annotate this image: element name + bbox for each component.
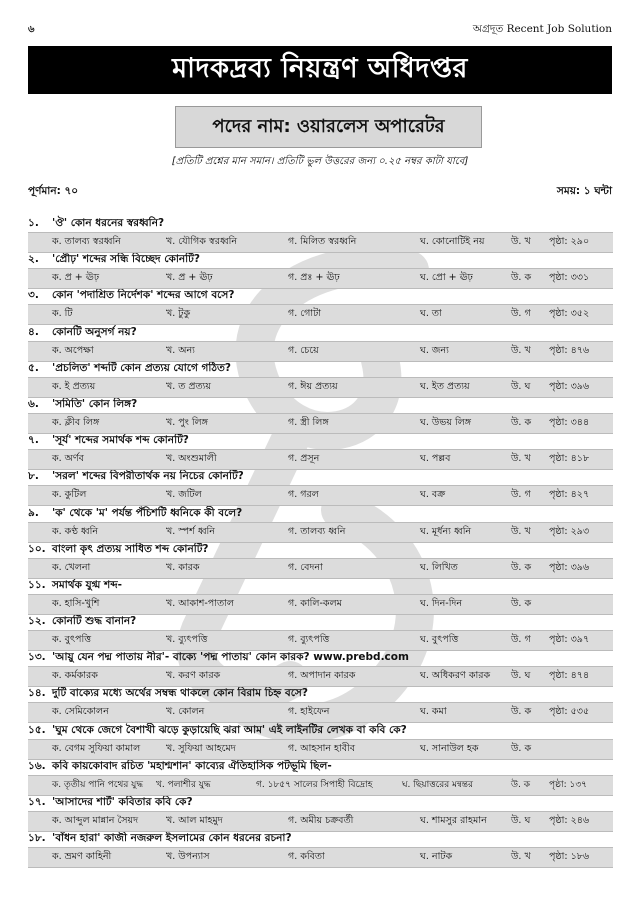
- question-number: ৪.: [28, 325, 39, 338]
- option-c: গ. মিলিত স্বরধ্বনি: [288, 236, 357, 247]
- question-text: কোনটি অনুসর্গ নয়?: [52, 325, 137, 338]
- question-text: 'আসাদের শার্ট' কবিতার কবি কে?: [52, 796, 193, 808]
- answer-label: উ. ক: [511, 779, 531, 790]
- question-item: [28, 685, 613, 721]
- option-d: ঘ. মূর্ধন্য ধ্বনি: [420, 525, 472, 537]
- option-a: ক. বুৎপত্তি: [52, 634, 92, 646]
- options-row: [28, 377, 613, 398]
- option-a: ক. খেলনা: [52, 561, 91, 573]
- post-name-box: [175, 106, 482, 148]
- answer-label: উ. ক: [511, 561, 532, 573]
- question-line: [28, 613, 613, 630]
- question-line: [28, 468, 613, 485]
- options-row: [28, 775, 613, 796]
- option-a: ক. হাসি-খুশি: [52, 597, 100, 609]
- question-item: [28, 215, 613, 251]
- answer-label: উ. খ: [511, 525, 531, 537]
- option-c: গ. গোটা: [288, 308, 322, 320]
- question-text: 'আয়ু যেন পদ্ম পাতায় নীর'- বাক্যে 'পদ্ম পাতায়' কোন কারক? www.prebd.com: [52, 651, 409, 664]
- question-item: [28, 505, 613, 541]
- question-item: [28, 287, 613, 323]
- options-row: [28, 594, 613, 615]
- question-line: [28, 577, 613, 594]
- answer-label: উ. ক: [511, 597, 532, 609]
- option-a: ক. আব্দুল মান্নান সৈয়দ: [52, 815, 139, 826]
- options-row: [28, 630, 613, 651]
- question-line: [28, 505, 613, 522]
- question-text: 'সমিতি' কোন লিঙ্গ?: [52, 397, 138, 410]
- question-number: ৫.: [28, 361, 39, 374]
- options-row: [28, 558, 613, 579]
- options-row: [28, 232, 613, 253]
- question-number: ১৫.: [28, 723, 46, 736]
- question-number: ৭.: [28, 434, 39, 447]
- option-a: ক. কুটিল: [52, 489, 87, 501]
- page-reference: পৃষ্ঠা: ১৮৬: [549, 851, 590, 863]
- question-number: ১৩.: [28, 651, 46, 664]
- question-item: [28, 830, 613, 866]
- option-b: খ. কোলন: [166, 706, 205, 718]
- page-reference: পৃষ্ঠা: ২৯৩: [549, 525, 590, 537]
- option-d: ঘ. নাটক: [420, 851, 453, 863]
- question-number: ১৮.: [28, 832, 46, 845]
- question-text: 'প্রচলিত' শব্দটি কোন প্রত্যয় যোগে গঠিত?: [52, 361, 232, 374]
- page-number: ৬: [28, 24, 35, 35]
- question-item: [28, 468, 613, 504]
- question-text: কোন 'পদাশ্রিত নির্দেশক' শব্দের আগে বসে?: [52, 289, 235, 302]
- option-c: গ. প্রঃ + ঊঢ়: [288, 272, 340, 284]
- option-c: গ. হাইফেন: [288, 706, 330, 718]
- options-row: [28, 702, 613, 723]
- option-c: গ. অমীয় চক্রবর্তী: [288, 815, 354, 826]
- question-number: ৬.: [28, 397, 39, 410]
- page-header: [28, 22, 612, 38]
- option-b: খ. সুফিয়া আহমেদ: [166, 742, 236, 754]
- page-reference: পৃষ্ঠা: ৩৯৬: [549, 561, 590, 573]
- question-item: [28, 251, 613, 287]
- option-a: ক. অর্ণব: [52, 453, 84, 465]
- question-item: [28, 722, 613, 758]
- option-a: ক. কণ্ঠ ধ্বনি: [52, 525, 99, 537]
- option-d: ঘ. কমা: [420, 706, 447, 718]
- option-d: ঘ. সানাউল হক: [420, 742, 479, 754]
- option-b: খ. আল মাহমুদ: [166, 815, 223, 826]
- question-number: ৯.: [28, 506, 39, 519]
- option-a: ক. কর্মকারক: [52, 670, 98, 682]
- answer-label: উ. খ: [511, 236, 531, 247]
- answer-label: উ. ঘ: [511, 670, 531, 682]
- options-row: [28, 449, 613, 470]
- option-b: খ. জটিল: [166, 489, 202, 501]
- options-row: [28, 666, 613, 687]
- question-text: 'প্রৌঢ়' শব্দের সন্ধি বিচ্ছেদ কোনটি?: [52, 253, 200, 266]
- option-c: গ. ঈয় প্রত্যয়: [288, 380, 338, 392]
- option-b: খ. অন্য: [166, 344, 195, 356]
- options-row: [28, 739, 613, 760]
- option-a: ক. তৃতীয় পানি পথের যুদ্ধ: [52, 779, 143, 790]
- option-d: ঘ. অধিকরণ কারক: [420, 670, 491, 682]
- option-d: ঘ. জন্য: [420, 344, 449, 356]
- option-b: খ. অংশুমালী: [166, 453, 217, 465]
- question-number: ১২.: [28, 615, 46, 628]
- option-d: ঘ. বক্র: [420, 489, 446, 501]
- question-item: [28, 794, 613, 830]
- answer-label: উ. ক: [511, 742, 532, 754]
- question-item: [28, 541, 613, 577]
- option-a: ক. টি: [52, 308, 73, 320]
- option-a: ক. ই প্রত্যয়: [52, 380, 96, 392]
- option-a: ক. তালব্য স্বরধ্বনি: [52, 236, 121, 247]
- option-c: গ. বেদনা: [288, 561, 323, 573]
- option-c: গ. অপাদান কারক: [288, 670, 356, 682]
- option-b: খ. যৌগিক স্বরধ্বনি: [166, 236, 238, 247]
- option-a: ক. ভ্রমণ কাহিনী: [52, 851, 112, 863]
- options-row: [28, 304, 613, 325]
- option-c: গ. ১৮৫৭ সালের সিপাহী বিদ্রোহ: [256, 779, 373, 790]
- answer-label: উ. ক: [511, 416, 532, 428]
- page-reference: পৃষ্ঠা: ২৯০: [549, 236, 590, 247]
- option-d: ঘ. প্রো + ঊঢ়: [420, 272, 473, 284]
- page-reference: পৃষ্ঠা: ৫৩৫: [549, 706, 590, 718]
- answer-label: উ. খ: [511, 453, 531, 465]
- title-text: মাদকদ্রব্য নিয়ন্ত্রণ অধিদপ্তর: [172, 52, 468, 84]
- option-d: ঘ. উভয় লিঙ্গ: [420, 416, 472, 428]
- option-c: গ. চেয়ে: [288, 344, 319, 356]
- question-line: [28, 360, 613, 377]
- question-line: [28, 396, 613, 413]
- option-a: ক. প্র + ঊঢ়: [52, 272, 100, 284]
- question-text: সমার্থক যুগ্ম শব্দ-: [52, 578, 122, 591]
- question-text: দুটি বাক্যের মধ্যে অর্থের সম্বন্ধ থাকলে কোন বিরাম চিহ্ন বসে?: [52, 687, 308, 700]
- option-d: ঘ. তা: [420, 308, 442, 320]
- options-row: [28, 268, 613, 289]
- exam-meta: [28, 184, 612, 198]
- question-text: কবি কায়কোবাদ রচিত 'মহাশ্মশান' কাব্যের ঐতিহাসিক পটভূমি ছিল-: [52, 759, 332, 772]
- page-reference: পৃষ্ঠা: ৩৪৪: [549, 416, 590, 428]
- option-c: গ. কবিতা: [288, 851, 325, 863]
- full-marks: পূর্ণমান: ৭০: [28, 185, 79, 197]
- question-text: 'সূর্য' শব্দের সমার্থক শব্দ কোনটি?: [52, 434, 189, 447]
- option-c: গ. প্রসূন: [288, 453, 320, 465]
- marking-note: [প্রতিটি প্রশ্নের মান সমান। প্রতিটি ভুল উত্তরের জন্য ০.২৫ নম্বর কাটা যাবে]: [171, 156, 469, 167]
- answer-label: উ. খ: [511, 344, 531, 356]
- question-line: [28, 251, 613, 268]
- answer-label: উ. গ: [511, 634, 531, 646]
- question-text: 'ঘুম থেকে জেগে বৈশাখী ঝড়ে কুড়ায়েছি ঝরা আম' এই লাইনটির লেখক বা কবি কে?: [52, 723, 407, 736]
- option-d: ঘ. কোনোটিই নয়: [420, 236, 485, 247]
- page-reference: পৃষ্ঠা: ৪১৮: [549, 453, 590, 465]
- page-reference: পৃষ্ঠা: ৩৯৬: [549, 380, 590, 392]
- option-b: খ. কারক: [166, 561, 200, 573]
- page-reference: পৃষ্ঠা: ১৩৭: [549, 779, 588, 790]
- question-item: [28, 577, 613, 613]
- question-text: 'ক' থেকে 'ম' পর্যন্ত পঁচিশটি ধ্বনিকে কী বলে?: [52, 506, 243, 519]
- question-item: [28, 324, 613, 360]
- page-reference: পৃষ্ঠা: ৩৯৭: [549, 634, 590, 646]
- question-text: 'বাঁধন হারা' কাজী নজরুল ইসলামের কোন ধরনের রচনা?: [52, 832, 292, 845]
- question-number: ১.: [28, 217, 39, 229]
- option-d: ঘ. দিন-দিন: [420, 597, 463, 609]
- option-b: খ. স্পর্শ ধ্বনি: [166, 525, 215, 537]
- option-b: খ. আকাশ-পাতাল: [166, 597, 234, 609]
- question-line: [28, 215, 613, 232]
- question-number: ১৪.: [28, 687, 46, 700]
- answer-label: উ. খ: [511, 851, 531, 863]
- answer-label: উ. ক: [511, 706, 532, 718]
- question-line: [28, 758, 613, 775]
- question-line: [28, 722, 613, 739]
- question-text: কোনটি শুদ্ধ বানান?: [52, 615, 137, 628]
- option-b: খ. ত প্রত্যয়: [166, 380, 211, 392]
- post-name-text: পদের নাম: ওয়ারলেস অপারেটর: [212, 115, 445, 137]
- option-d: ঘ. বুৎপত্তি: [420, 634, 459, 646]
- page-reference: পৃষ্ঠা: ৪৭৬: [549, 344, 590, 356]
- option-a: ক. অপেক্ষা: [52, 344, 94, 356]
- option-a: ক. ক্লীব লিঙ্গ: [52, 416, 100, 428]
- question-number: ৩.: [28, 289, 39, 302]
- question-line: [28, 287, 613, 304]
- question-number: ১৬.: [28, 759, 46, 772]
- answer-label: উ. গ: [511, 308, 531, 320]
- option-b: খ. পলাশীর যুদ্ধ: [156, 779, 211, 790]
- page-reference: পৃষ্ঠা: ৪৭৪: [549, 670, 590, 682]
- option-d: ঘ. পল্লব: [420, 453, 451, 465]
- question-line: [28, 432, 613, 449]
- option-b: খ. প্র + ঊঢ়: [166, 272, 213, 284]
- question-item: [28, 396, 613, 432]
- option-c: গ. কালি-কলম: [288, 597, 342, 609]
- answer-label: উ. গ: [511, 489, 531, 501]
- question-number: ১৭.: [28, 796, 46, 808]
- answer-label: উ. ঘ: [511, 815, 531, 826]
- question-item: [28, 360, 613, 396]
- question-number: ২.: [28, 253, 39, 266]
- page-reference: পৃষ্ঠা: ২৪৬: [549, 815, 590, 826]
- option-d: ঘ. শামসুর রাহমান: [420, 815, 487, 826]
- question-line: [28, 541, 613, 558]
- options-row: [28, 341, 613, 362]
- option-c: গ. আহসান হাবীব: [288, 742, 356, 754]
- options-row: [28, 847, 613, 868]
- option-b: খ. টুকু: [166, 308, 191, 320]
- question-item: [28, 613, 613, 649]
- document-title: [28, 46, 612, 94]
- option-c: গ. গরল: [288, 489, 319, 501]
- option-b: খ. পুং লিঙ্গ: [166, 416, 208, 428]
- option-b: খ. ব্যুৎপত্তি: [166, 634, 208, 646]
- question-item: [28, 432, 613, 468]
- options-row: [28, 811, 613, 832]
- answer-label: উ. ক: [511, 272, 532, 284]
- option-a: ক. বেগম সুফিয়া কামাল: [52, 742, 141, 754]
- question-list: [28, 215, 613, 866]
- running-head: অগ্রদূত Recent Job Solution: [472, 23, 612, 35]
- question-number: ১০.: [28, 542, 46, 555]
- question-item: [28, 649, 613, 685]
- option-c: গ. তালব্য ধ্বনি: [288, 525, 346, 537]
- page-reference: পৃষ্ঠা: ৩৩১: [549, 272, 590, 284]
- question-line: [28, 649, 613, 666]
- exam-time: সময়: ১ ঘন্টা: [556, 185, 612, 197]
- option-d: ঘ. ইত প্রত্যয়: [420, 380, 470, 392]
- page-reference: পৃষ্ঠা: ৩৫২: [549, 308, 590, 320]
- answer-label: উ. ঘ: [511, 380, 531, 392]
- option-c: গ. ব্যুৎপত্তি: [288, 634, 330, 646]
- question-line: [28, 794, 613, 811]
- option-b: খ. করণ কারক: [166, 670, 221, 682]
- page-reference: পৃষ্ঠা: ৪২৭: [549, 489, 590, 501]
- options-row: [28, 522, 613, 543]
- question-line: [28, 685, 613, 702]
- question-line: [28, 830, 613, 847]
- question-item: [28, 758, 613, 794]
- options-row: [28, 413, 613, 434]
- question-text: 'সরল' শব্দের বিপরীতার্থক নয় নিচের কোনটি?: [52, 470, 244, 483]
- option-a: ক. সেমিকোলন: [52, 706, 109, 718]
- question-number: ৮.: [28, 470, 39, 483]
- question-line: [28, 324, 613, 341]
- option-d: ঘ. লিখিত: [420, 561, 458, 573]
- question-text: বাংলা কৃৎ প্রত্যয় সাধিত শব্দ কোনটি?: [52, 542, 209, 555]
- option-c: গ. স্ত্রী লিঙ্গ: [288, 416, 329, 428]
- question-text: 'ঔ' কোন ধরনের স্বরধ্বনি?: [52, 217, 165, 229]
- question-number: ১১.: [28, 578, 46, 591]
- options-row: [28, 485, 613, 506]
- option-d: ঘ. ছিয়াত্তরের মন্বন্তর: [402, 779, 473, 790]
- option-b: খ. উপন্যাস: [166, 851, 210, 863]
